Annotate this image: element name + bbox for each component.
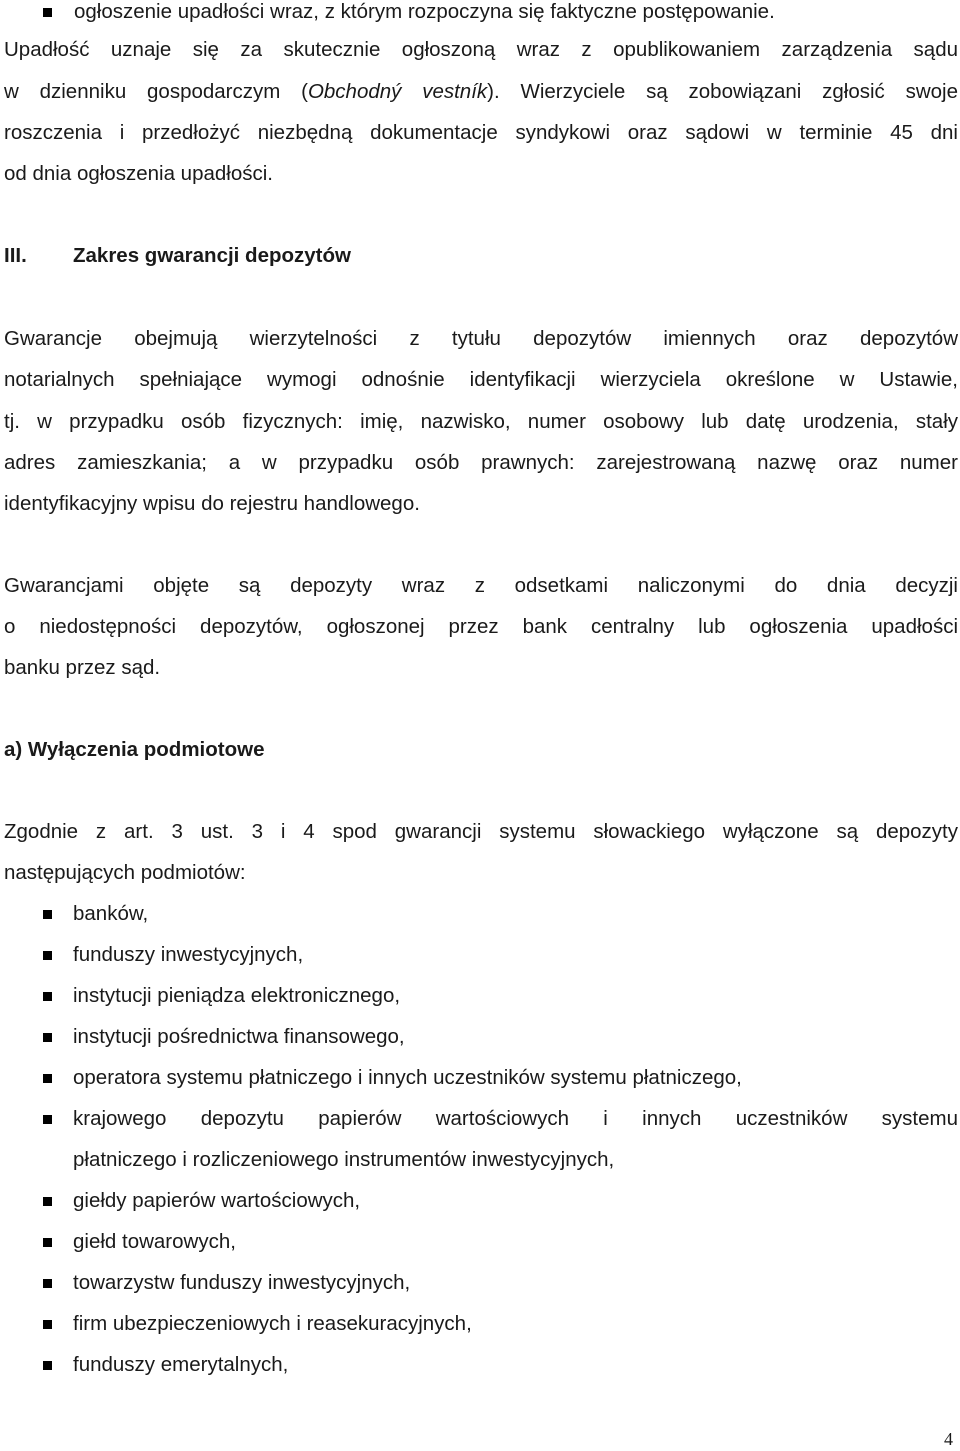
bullet-square-icon [43,1115,52,1124]
paragraph-1-line-5: identyfikacyjny wpisu do rejestru handlowego. [4,492,420,515]
paragraph-2-line-3: banku przez sąd. [4,656,161,679]
subsection-title: a) Wyłączenia podmiotowe [4,738,265,761]
paragraph-1-line-4: adres zamieszkania; a w przypadku osób prawnych: zarejestrowaną nazwę oraz numer [4,451,958,474]
section-numeral: III. [4,244,27,267]
intro-line-4: od dnia ogłoszenia upadłości. [4,162,273,185]
intro-line-1: Upadłość uznaje się za skutecznie ogłoszoną wraz z opublikowaniem zarządzenia sądu [4,38,958,61]
list-item: instytucji pieniądza elektronicznego, [73,984,401,1007]
bullet-square-icon [43,1320,52,1329]
bullet-square-icon [43,1197,52,1206]
bullet-square-icon [43,8,52,17]
paragraph-1-line-1: Gwarancje obejmują wierzytelności z tytułu depozytów imiennych oraz depozytów [4,327,958,350]
bullet-square-icon [43,1033,52,1042]
list-item: krajowego depozytu papierów wartościowych i innych uczestników systemu [73,1107,958,1130]
paragraph-2-line-2: o niedostępności depozytów, ogłoszonej przez bank centralny lub ogłoszenia upadłości [4,615,958,638]
bullet-square-icon [43,951,52,960]
page-number: 4 [944,1429,953,1449]
list-item: funduszy inwestycyjnych, [73,943,304,966]
top-bullet-text: ogłoszenie upadłości wraz, z którym rozpoczyna się faktyczne postępowanie. [74,0,775,23]
bullet-square-icon [43,1074,52,1083]
list-item: towarzystw funduszy inwestycyjnych, [73,1271,411,1294]
list-item-continuation: płatniczego i rozliczeniowego instrumentów inwestycyjnych, [73,1148,615,1171]
list-item: giełdy papierów wartościowych, [73,1189,361,1212]
list-item: giełd towarowych, [73,1230,236,1253]
bullet-square-icon [43,992,52,1001]
intro-line-3: roszczenia i przedłożyć niezbędną dokumentacje syndykowi oraz sądowi w terminie 45 dni [4,121,958,144]
list-item: operatora systemu płatniczego i innych uczestników systemu płatniczego, [73,1066,742,1089]
list-item: firm ubezpieczeniowych i reasekuracyjnych, [73,1312,472,1335]
list-item: instytucji pośrednictwa finansowego, [73,1025,405,1048]
bullet-square-icon [43,1238,52,1247]
paragraph-2-line-1: Gwarancjami objęte są depozyty wraz z odsetkami naliczonymi do dnia decyzji [4,574,958,597]
paragraph-3-line-2: następujących podmiotów: [4,861,246,884]
section-title: Zakres gwarancji depozytów [73,244,351,267]
list-item: banków, [73,902,149,925]
list-item: funduszy emerytalnych, [73,1353,289,1376]
intro-line-2-start: w dzienniku gospodarczym ( [4,80,308,103]
paragraph-1-line-2: notarialnych spełniające wymogi odnośnie identyfikacji wierzyciela określone w Ustawie, [4,368,958,391]
intro-line-2 [4,80,958,104]
bullet-square-icon [43,1361,52,1370]
bullet-square-icon [43,1279,52,1288]
bullet-square-icon [43,910,52,919]
intro-journal-name: Obchodný vestník [307,80,488,103]
intro-line-2-end: ). Wierzyciele są zobowiązani zgłosić swoje [487,80,958,103]
paragraph-3-line-1: Zgodnie z art. 3 ust. 3 i 4 spod gwarancji systemu słowackiego wyłączone są depozyty [4,820,958,843]
paragraph-1-line-3: tj. w przypadku osób fizycznych: imię, nazwisko, numer osobowy lub datę urodzenia, stały [4,410,958,433]
